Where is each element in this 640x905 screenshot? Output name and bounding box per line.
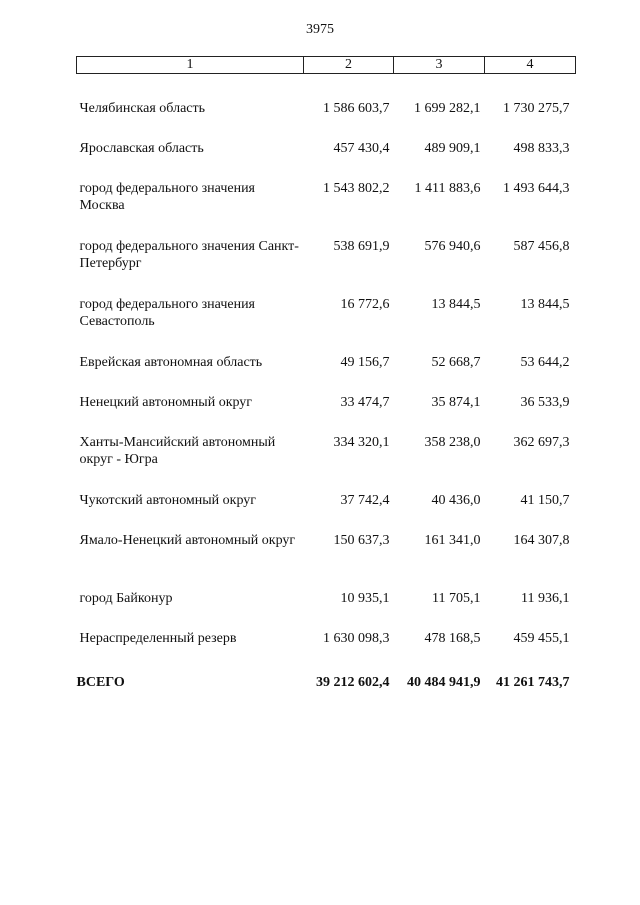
table-row [77,394,576,434]
total-col-4: 41 261 743,7 [496,674,570,690]
table-body [77,74,576,696]
value-col-3: 489 909,1 [424,140,481,156]
region-name: Еврейская автономная область [79,354,263,370]
column-header-4: 4 [485,57,576,74]
table-row [77,630,576,674]
value-col-2: 37 742,4 [340,492,390,508]
value-col-3: 1 411 883,6 [414,180,481,196]
value-col-2: 538 691,9 [333,238,390,254]
value-col-2: 457 430,4 [333,140,390,156]
value-col-3: 40 436,0 [431,492,481,508]
region-name: Нераспределенный резерв [79,630,237,646]
table-row [77,434,576,492]
column-header-3: 3 [394,57,485,74]
value-col-2: 33 474,7 [340,394,390,410]
value-col-2: 1 630 098,3 [323,630,390,646]
region-name: город федерального значения Москва [79,180,255,213]
region-name: город федерального значения Санкт-Петербург [79,238,299,271]
region-name: Ямало-Ненецкий автономный округ [79,532,296,548]
page-number: 3975 [306,22,334,37]
value-col-2: 1 543 802,2 [323,180,390,196]
value-col-2: 150 637,3 [333,532,390,548]
column-number-row [77,57,576,74]
total-label: ВСЕГО [76,674,125,690]
table-row [77,140,576,180]
value-col-2: 10 935,1 [340,590,390,606]
table-row [77,100,576,140]
region-name: Челябинская область [79,100,205,116]
table-row [77,296,576,354]
value-col-4: 53 644,2 [520,354,570,370]
region-name: Чукотский автономный округ [79,492,257,508]
value-col-4: 1 493 644,3 [503,180,570,196]
value-col-3: 35 874,1 [431,394,481,410]
region-name: Ненецкий автономный округ [79,394,253,410]
value-col-4: 459 455,1 [513,630,570,646]
value-col-3: 576 940,6 [424,238,481,254]
value-col-4: 1 730 275,7 [503,100,570,116]
value-col-3: 478 168,5 [424,630,481,646]
table-row [77,492,576,532]
column-header-2: 2 [304,57,394,74]
budget-table [76,56,576,696]
value-col-4: 11 936,1 [521,590,570,606]
total-row [77,674,576,696]
region-name: город Байконур [79,590,173,606]
region-name: Ярославская область [79,140,204,156]
value-col-3: 11 705,1 [432,590,481,606]
total-col-3: 40 484 941,9 [407,674,481,690]
value-col-3: 161 341,0 [424,532,481,548]
value-col-4: 498 833,3 [513,140,570,156]
table-row [77,590,576,630]
region-name: город федерального значения Севастополь [79,296,255,329]
table-row [77,238,576,296]
total-col-2: 39 212 602,4 [316,674,390,690]
value-col-3: 52 668,7 [431,354,481,370]
value-col-4: 36 533,9 [520,394,570,410]
value-col-4: 41 150,7 [520,492,570,508]
value-col-4: 13 844,5 [520,296,570,312]
value-col-4: 362 697,3 [513,434,570,450]
table-row [77,180,576,238]
value-col-4: 164 307,8 [513,532,570,548]
value-col-3: 1 699 282,1 [414,100,481,116]
region-name: Ханты-Мансийский автономный округ - Югра [79,434,276,467]
value-col-2: 49 156,7 [340,354,390,370]
value-col-4: 587 456,8 [513,238,570,254]
value-col-3: 13 844,5 [431,296,481,312]
value-col-3: 358 238,0 [424,434,481,450]
value-col-2: 1 586 603,7 [323,100,390,116]
value-col-2: 16 772,6 [340,296,390,312]
column-header-1: 1 [77,57,304,74]
table-row [77,532,576,590]
table-row [77,354,576,394]
value-col-2: 334 320,1 [333,434,390,450]
